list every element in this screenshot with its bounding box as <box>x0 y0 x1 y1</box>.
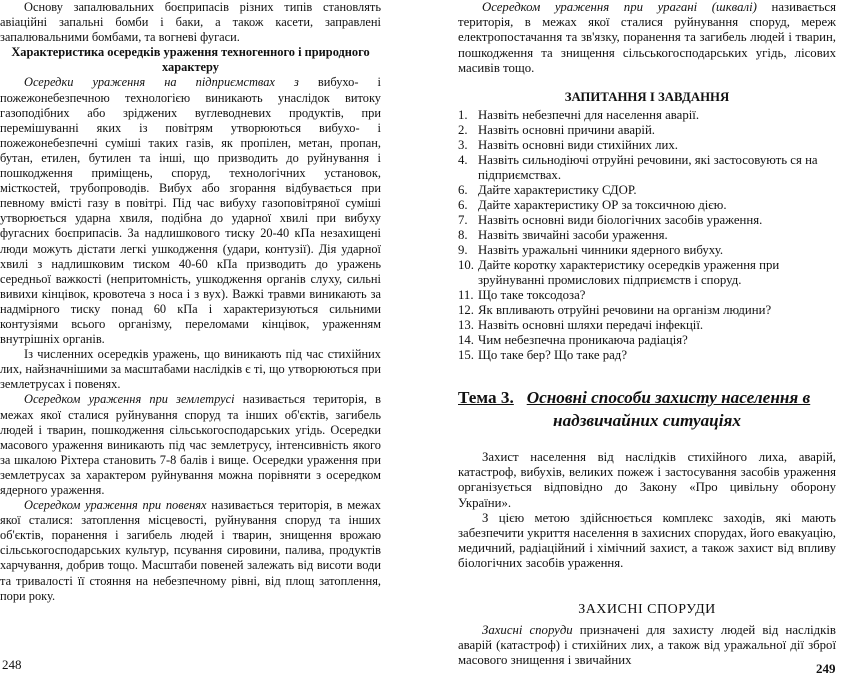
question-text: Дайте характеристику ОР за токсичною дією. <box>478 198 727 213</box>
question-text: Назвіть звичайні засоби ураження. <box>478 228 668 243</box>
flood-paragraph <box>0 498 381 604</box>
question-item <box>458 318 836 333</box>
question-number: 15. <box>458 348 474 363</box>
earthquake-paragraph <box>0 392 381 498</box>
shelters-subtitle: ЗАХИСНІ СПОРУДИ <box>578 601 716 617</box>
left-intro-paragraph: Основу запалювальних боєприпасів різних типів становлять авіаційні запальні бомби і баки, а також касети, заправлені запалювальними бомбами, та вогневі фугаси. <box>0 0 381 45</box>
question-item <box>458 348 836 363</box>
question-item <box>458 198 836 213</box>
protection-measures-paragraph: З цією метою здійснюється комплекс заходів, які мають забезпечити укриття населення в захисних спорудах, його евакуацію, медичний, радіаційний і хімічний захист, а також захист від впливу біологічних засобів ураження. <box>458 510 837 571</box>
protection-law-paragraph: Захист населення від наслідків стихійного лиха, аварій, катастроф, вибухів, великих пожеж і застосування засобів ураження організується відповідно до Закону «Про цивільну оборону України». <box>458 450 836 510</box>
question-item <box>458 333 836 348</box>
question-item <box>458 243 836 258</box>
hurricane-paragraph <box>458 0 836 76</box>
section-title: Характеристика осередків ураження техногенного і природного характеру <box>11 45 370 75</box>
question-number: 11. <box>458 288 474 303</box>
question-number: 8. <box>458 228 468 243</box>
question-number: 6. <box>458 198 468 213</box>
enterprise-lesion-paragraph <box>0 75 381 347</box>
question-text: Що таке токсодоза? <box>478 288 586 303</box>
question-text: Назвіть небезпечні для населення аварії. <box>478 108 700 123</box>
questions-header: ЗАПИТАННЯ І ЗАВДАННЯ <box>564 90 730 105</box>
question-text: Назвіть уражальні чинники ядерного вибуху. <box>478 243 724 258</box>
question-text: Дайте коротку характеристику осередків ураження при зруйнуванні промислових підприємств і споруд. <box>478 258 780 288</box>
question-text: Назвіть основні шляхи передачі інфекції. <box>478 318 704 333</box>
questions-list <box>458 108 836 363</box>
hurricane-text: називається територія, в межах якої сталися руйнування споруд, мереж електропостачання та зв'язку, поранення та загибель людей і тварин, пошкодження та знищення сільськогосподарських угідь, лісових масивів тощо. <box>458 0 836 75</box>
shelters-text: призначені для захисту людей від наслідків аварій (катастроф) і стихійних лих, а також від уражальної дії зброї масового знищення і звичайних <box>458 622 836 668</box>
question-item <box>458 258 836 288</box>
earthquake-text: називається територія, в межах якої сталися руйнування споруд та інших об'єктів, загибель людей і тварин, пошкодження сільськогосподарських угідь. Осередки масового ураження виникають під час землетрусу, інтенсивність якого за шкалою Ріхтера становить 7-8 балів і вище. Осередки ураження при землетрусах за характером руйнування можна порівняти з осередком ядерного ураження. <box>0 392 381 497</box>
topic-number: Тема 3. <box>458 388 514 408</box>
question-item <box>458 303 836 318</box>
question-text: Дайте характеристику СДОР. <box>478 183 637 198</box>
question-item <box>458 123 836 138</box>
topic-title-line2: надзвичайних ситуаціях <box>553 411 741 431</box>
flood-term: Осередком ураження при повенях <box>24 498 207 513</box>
question-number: 2. <box>458 123 468 138</box>
question-text: Що таке бер? Що таке рад? <box>478 348 627 363</box>
question-text: Чим небезпечна проникаюча радіація? <box>478 333 688 348</box>
question-text: Назвіть сильнодіючі отруйні речовини, які застосовують ся на підприємствах. <box>478 153 818 183</box>
question-item <box>458 213 836 228</box>
question-number: 13. <box>458 318 474 333</box>
natural-disasters-paragraph: Із численних осередків уражень, що виникають під час стихійних лих, найзначнішими за масштабами наслідків є ті, що утворюються при землетрусах і повенях. <box>0 347 381 392</box>
shelters-term: Захисні споруди <box>482 622 573 637</box>
question-number: 12. <box>458 303 474 318</box>
question-number: 3. <box>458 138 468 153</box>
question-number: 7. <box>458 213 468 228</box>
shelters-paragraph <box>458 623 836 669</box>
question-number: 9. <box>458 243 468 258</box>
question-number: 10. <box>458 258 474 273</box>
left-page-number: 248 <box>2 657 22 672</box>
question-number: 14. <box>458 333 474 348</box>
question-number: 6. <box>458 183 468 198</box>
flood-text: називається територія, в межах якої сталися: затоплення місцевості, руйнування споруд та інших об'єктів, поранення і загибель людей і тварин, знищення врожаю сільськогосподарських культур, псування сировини, палива, продуктів харчування, добрив тощо. Масштаби повеней залежать від висоти води та тривалості її стояння на небезпечному рівні, від площ затоплення, пори року. <box>0 498 381 603</box>
question-item <box>458 108 836 123</box>
enterprise-lesion-term: Осередки ураження на підприємствах з <box>24 75 299 90</box>
question-text: Як впливають отруйні речовини на організм людини? <box>478 303 772 318</box>
right-page-number: 249 <box>816 661 836 676</box>
question-number: 1. <box>458 108 468 123</box>
topic-heading <box>458 386 836 432</box>
question-text: Назвіть основні види біологічних засобів ураження. <box>478 213 763 228</box>
question-item <box>458 153 836 183</box>
left-page <box>0 0 381 604</box>
question-item <box>458 228 836 243</box>
question-text: Назвіть основні причини аварій. <box>478 123 656 138</box>
topic-title-line1: Основні способи захисту населення в <box>526 388 811 408</box>
question-number: 4. <box>458 153 468 168</box>
question-item <box>458 288 836 303</box>
question-text: Назвіть основні види стихійних лих. <box>478 138 678 153</box>
earthquake-term: Осередком ураження при землетрусі <box>24 392 235 407</box>
right-page <box>458 0 836 668</box>
question-item <box>458 183 836 198</box>
hurricane-term: Осередком ураження при урагані (шквалі) <box>482 0 757 14</box>
question-item <box>458 138 836 153</box>
enterprise-lesion-text: вибухо- і пожежонебезпечною технологією виникають унаслідок витоку газоподібних або зріджених вуглеводневих продуктів, при перемішуванні яких із повітрям утворюються вибухо- і пожежонебезпечні суміші таких газів, як пропілен, метан, пропан, бутан, етилен, бутилен та інші, що призводить до руйнування і пошкодження приміщень, споруд, технологічних установок, місткостей, трубопроводів. Вибух або згорання відбувається при певному вмісті газу в повітрі. Під час вибуху газоповітряної суміші утворюється ударна хвиля, подібна до ударної хвилі при вибуху фугасних боєприпасів. За надлишкового тиску 20-40 кПа незахищені люди можуть дістати легкі ушкодження (удари, контузії). Дія ударної хвилі з надлишковим тиском 40-60 кПа призводить до уражень середньої важкості (непритомність, ушкодження органів слуху, сильні вивихи кінцівок, кровотеча з носа і з вух). Важкі травми виникають за надмірного тиску понад 60 кПа і характеризуються сильними контузіями всього організму, переломами кінцівок, ураженням внутрішніх органів. <box>0 75 381 347</box>
